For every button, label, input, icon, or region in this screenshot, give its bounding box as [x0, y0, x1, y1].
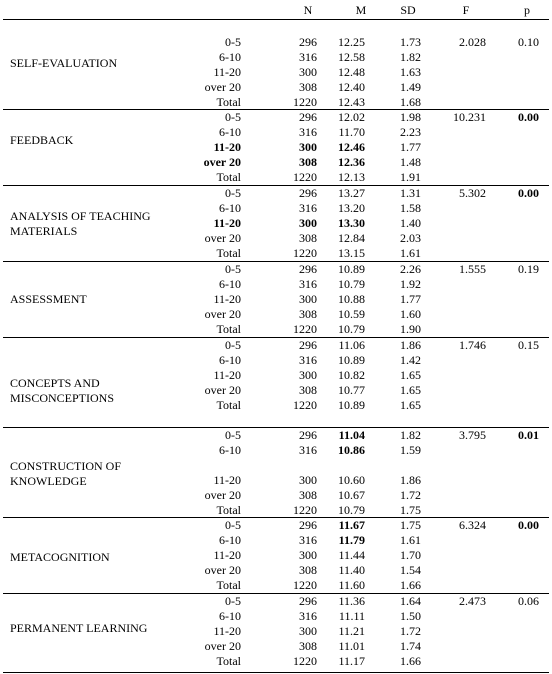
cell-m: 10.86: [338, 443, 365, 457]
row-label: over 20: [203, 155, 241, 169]
cell-n: 1220: [293, 654, 317, 668]
row-label: over 20: [204, 307, 241, 321]
cell-m: 12.84: [338, 231, 365, 245]
cell-n: 316: [299, 125, 317, 139]
cell-n: 316: [299, 277, 317, 291]
cell-sd: 1.91: [400, 170, 421, 184]
cell-m: 12.43: [338, 95, 365, 109]
row-label: 11-20: [213, 292, 241, 306]
cell-p: 0.19: [518, 262, 539, 276]
row-label: 6-10: [219, 353, 241, 367]
cell-m: 13.15: [338, 246, 365, 260]
group-title: PERMANENT LEARNING: [10, 621, 148, 635]
cell-m: 11.11: [338, 609, 365, 623]
cell-n: 296: [299, 262, 317, 276]
cell-sd: 1.54: [400, 563, 421, 577]
row-label: 11-20: [213, 624, 241, 638]
cell-sd: 1.92: [400, 277, 421, 291]
cell-sd: 1.72: [400, 488, 421, 502]
row-label: 6-10: [219, 201, 241, 215]
cell-n: 296: [299, 110, 317, 124]
row-label: 11-20: [213, 216, 241, 230]
row-label: 0-5: [225, 338, 241, 352]
row-label: 0-5: [225, 428, 241, 442]
cell-n: 1220: [293, 170, 317, 184]
cell-n: 1220: [293, 95, 317, 109]
group-title: CONCEPTS AND MISCONCEPTIONS: [10, 376, 115, 405]
cell-sd: 1.65: [400, 383, 421, 397]
cell-f: 2.473: [459, 594, 486, 608]
cell-f: 1.746: [459, 338, 486, 352]
cell-sd: 1.82: [400, 50, 421, 64]
row-label: Total: [216, 398, 241, 412]
row-label: Total: [216, 322, 241, 336]
row-label: 6-10: [219, 609, 241, 623]
cell-n: 1220: [293, 578, 317, 592]
rule-line: [3, 427, 549, 428]
cell-f: 10.231: [453, 110, 486, 124]
cell-n: 300: [299, 65, 317, 79]
rule-line: [3, 185, 549, 186]
cell-m: 12.02: [338, 110, 365, 124]
cell-m: 11.70: [338, 125, 365, 139]
cell-n: 316: [299, 443, 317, 457]
row-label: Total: [216, 170, 241, 184]
cell-m: 12.58: [338, 50, 365, 64]
cell-m: 11.36: [338, 594, 365, 608]
cell-f: 6.324: [459, 518, 486, 532]
cell-f: 2.028: [459, 35, 486, 49]
cell-p: 0.06: [518, 594, 539, 608]
cell-m: 12.25: [338, 35, 365, 49]
row-label: 11-20: [213, 65, 241, 79]
cell-m: 10.60: [338, 473, 365, 487]
cell-n: 296: [299, 338, 317, 352]
cell-sd: 1.40: [400, 216, 421, 230]
cell-n: 300: [299, 368, 317, 382]
cell-n: 308: [299, 307, 317, 321]
row-label: 0-5: [225, 110, 241, 124]
cell-m: 11.79: [338, 533, 365, 547]
cell-sd: 1.70: [400, 548, 421, 562]
cell-n: 316: [299, 533, 317, 547]
rule-line: [3, 593, 549, 594]
cell-n: 308: [299, 80, 317, 94]
cell-sd: 1.63: [400, 65, 421, 79]
header-m: M: [355, 3, 367, 17]
anova-table: [3, 0, 549, 674]
cell-f: 1.555: [459, 262, 486, 276]
cell-m: 11.21: [338, 624, 365, 638]
cell-sd: 1.61: [400, 533, 421, 547]
cell-n: 316: [299, 353, 317, 367]
cell-sd: 1.31: [400, 186, 421, 200]
rule-line: [3, 672, 549, 673]
cell-m: 11.06: [338, 338, 365, 352]
row-label: 6-10: [219, 277, 241, 291]
cell-sd: 1.59: [400, 443, 421, 457]
cell-n: 1220: [293, 246, 317, 260]
cell-m: 10.82: [338, 368, 365, 382]
cell-m: 10.89: [338, 353, 365, 367]
cell-n: 300: [299, 292, 317, 306]
cell-m: 10.79: [338, 277, 365, 291]
group-title: ANALYSIS OF TEACHING MATERIALS: [10, 209, 151, 238]
row-label: 11-20: [213, 548, 241, 562]
cell-m: 10.79: [338, 503, 365, 517]
row-label: Total: [216, 578, 241, 592]
cell-m: 13.20: [338, 201, 365, 215]
row-label: 0-5: [225, 594, 241, 608]
row-label: 6-10: [219, 443, 241, 457]
cell-m: 10.89: [338, 262, 365, 276]
row-label: Total: [216, 654, 241, 668]
group-title: METACOGNITION: [10, 550, 110, 564]
cell-m: 11.40: [338, 563, 365, 577]
cell-n: 300: [299, 140, 317, 154]
cell-sd: 1.66: [400, 578, 421, 592]
cell-sd: 1.49: [400, 80, 421, 94]
cell-sd: 2.03: [400, 231, 421, 245]
cell-m: 10.89: [338, 398, 365, 412]
cell-sd: 1.75: [400, 503, 421, 517]
cell-n: 1220: [293, 322, 317, 336]
cell-sd: 2.26: [400, 262, 421, 276]
cell-m: 11.04: [338, 428, 365, 442]
header-sd: SD: [400, 3, 416, 17]
cell-m: 12.36: [338, 155, 365, 169]
rule-line: [3, 19, 549, 20]
row-label: 0-5: [225, 518, 241, 532]
row-label: 6-10: [219, 125, 241, 139]
cell-n: 296: [299, 35, 317, 49]
row-label: 11-20: [213, 140, 241, 154]
row-label: over 20: [204, 639, 241, 653]
cell-n: 296: [299, 594, 317, 608]
row-label: Total: [216, 503, 241, 517]
header-f: F: [462, 3, 470, 17]
cell-p: 0.00: [518, 186, 539, 200]
cell-sd: 1.82: [400, 428, 421, 442]
cell-p: 0.00: [518, 518, 539, 532]
cell-m: 11.60: [338, 578, 365, 592]
cell-n: 308: [299, 639, 317, 653]
header-p: p: [524, 3, 530, 17]
cell-sd: 1.86: [400, 338, 421, 352]
cell-p: 0.00: [518, 110, 539, 124]
cell-n: 300: [299, 473, 317, 487]
cell-sd: 1.60: [400, 307, 421, 321]
cell-m: 11.01: [338, 639, 365, 653]
cell-m: 12.46: [338, 140, 365, 154]
cell-n: 316: [299, 50, 317, 64]
row-label: over 20: [204, 563, 241, 577]
row-label: over 20: [204, 383, 241, 397]
rule-line: [3, 337, 549, 338]
cell-n: 300: [299, 624, 317, 638]
cell-m: 12.40: [338, 80, 365, 94]
cell-n: 1220: [293, 398, 317, 412]
rule-line: [3, 109, 549, 110]
row-label: over 20: [204, 231, 241, 245]
cell-m: 12.13: [338, 170, 365, 184]
cell-sd: 1.90: [400, 322, 421, 336]
row-label: over 20: [204, 80, 241, 94]
cell-n: 296: [299, 518, 317, 532]
cell-sd: 1.61: [400, 246, 421, 260]
cell-sd: 1.77: [400, 292, 421, 306]
row-label: Total: [216, 246, 241, 260]
cell-n: 296: [299, 186, 317, 200]
cell-m: 10.67: [338, 488, 365, 502]
cell-m: 11.67: [338, 518, 365, 532]
cell-sd: 1.58: [400, 201, 421, 215]
cell-sd: 2.23: [400, 125, 421, 139]
cell-p: 0.10: [518, 35, 539, 49]
cell-n: 308: [299, 563, 317, 577]
row-label: Total: [216, 95, 241, 109]
cell-m: 12.48: [338, 65, 365, 79]
row-label: 6-10: [219, 533, 241, 547]
rule-line: [3, 517, 549, 518]
cell-sd: 1.42: [400, 353, 421, 367]
cell-sd: 1.65: [400, 398, 421, 412]
header-n: N: [303, 3, 313, 17]
cell-m: 13.27: [338, 186, 365, 200]
cell-p: 0.15: [518, 338, 539, 352]
cell-m: 10.59: [338, 307, 365, 321]
cell-n: 316: [299, 609, 317, 623]
cell-sd: 1.48: [400, 155, 421, 169]
cell-n: 300: [299, 548, 317, 562]
cell-n: 296: [299, 428, 317, 442]
cell-p: 0.01: [518, 428, 539, 442]
cell-sd: 1.98: [400, 110, 421, 124]
cell-m: 10.79: [338, 322, 365, 336]
cell-sd: 1.64: [400, 594, 421, 608]
group-title: SELF-EVALUATION: [10, 56, 118, 70]
row-label: 6-10: [219, 50, 241, 64]
cell-n: 308: [299, 155, 317, 169]
row-label: 11-20: [213, 473, 241, 487]
cell-m: 11.17: [338, 654, 365, 668]
group-title: ASSESSMENT: [10, 292, 87, 306]
row-label: 11-20: [213, 368, 241, 382]
row-label: 0-5: [225, 186, 241, 200]
cell-m: 10.77: [338, 383, 365, 397]
cell-sd: 1.68: [400, 95, 421, 109]
cell-sd: 1.75: [400, 518, 421, 532]
cell-sd: 1.86: [400, 473, 421, 487]
row-label: over 20: [204, 488, 241, 502]
cell-sd: 1.65: [400, 368, 421, 382]
group-title: CONSTRUCTION OF KNOWLEDGE: [10, 459, 122, 488]
cell-m: 13.30: [338, 216, 365, 230]
cell-sd: 1.74: [400, 639, 421, 653]
cell-sd: 1.72: [400, 624, 421, 638]
cell-n: 316: [299, 201, 317, 215]
cell-n: 308: [299, 488, 317, 502]
cell-n: 300: [299, 216, 317, 230]
cell-n: 308: [299, 383, 317, 397]
cell-f: 5.302: [459, 186, 486, 200]
cell-sd: 1.66: [400, 654, 421, 668]
cell-sd: 1.77: [400, 140, 421, 154]
cell-n: 308: [299, 231, 317, 245]
row-label: 0-5: [225, 35, 241, 49]
group-title: FEEDBACK: [10, 133, 74, 147]
rule-line: [3, 261, 549, 262]
cell-sd: 1.50: [400, 609, 421, 623]
cell-n: 1220: [293, 503, 317, 517]
cell-f: 3.795: [459, 428, 486, 442]
cell-m: 10.88: [338, 292, 365, 306]
row-label: 0-5: [225, 262, 241, 276]
cell-sd: 1.73: [400, 35, 421, 49]
cell-m: 11.44: [338, 548, 365, 562]
